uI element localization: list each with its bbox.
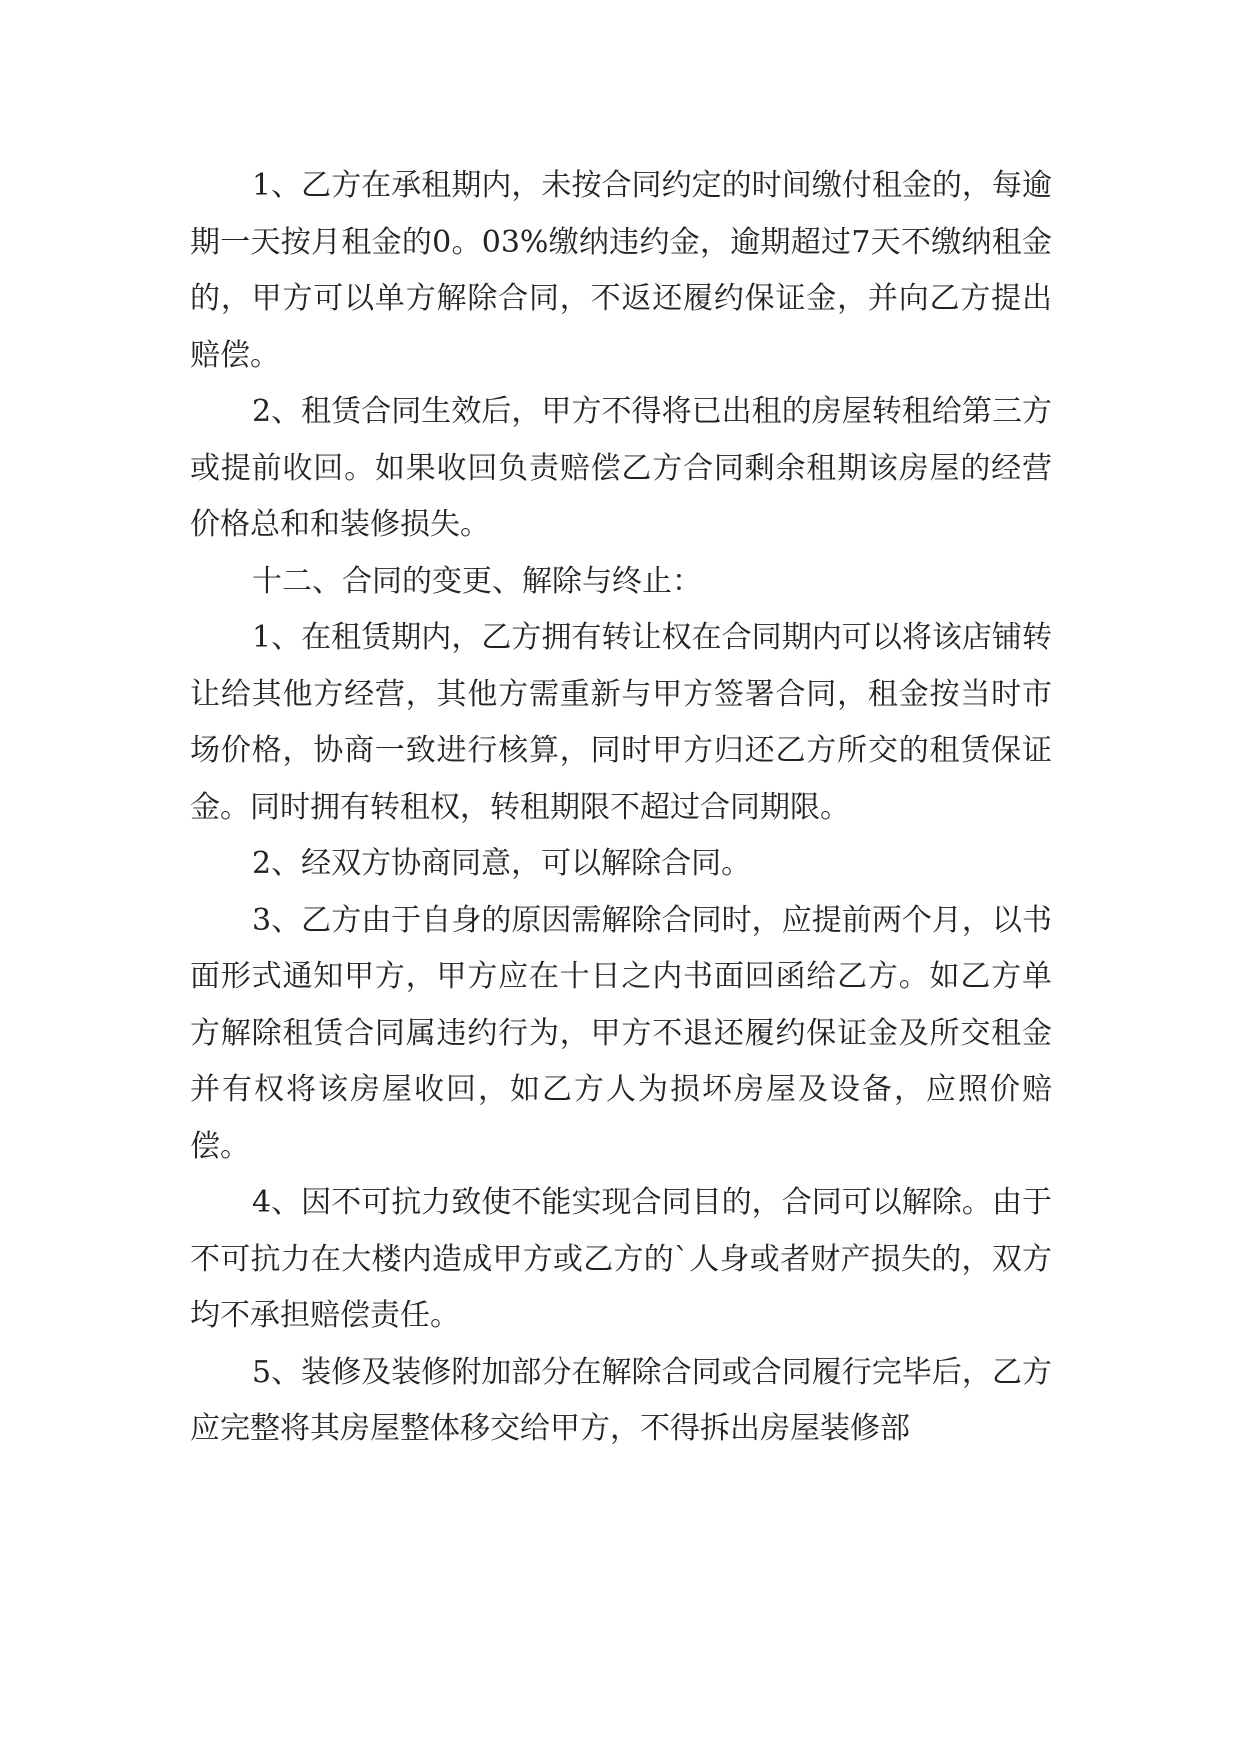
- paragraph-transfer-rights: 1、在租赁期内，乙方拥有转让权在合同期内可以将该店铺转让给其他方经营，其他方需重新与甲方签署合同，租金按当时市场价格，协商一致进行核算，同时甲方归还乙方所交的租赁保证金。同时拥有转租权，转租期限不超过合同期限。: [190, 620, 1052, 825]
- paragraph-late-rent-penalty: 1、乙方在承租期内，未按合同约定的时间缴付租金的，每逾期一天按月租金的0。03%缴纳违约金，逾期超过7天不缴纳租金的，甲方可以单方解除合同，不返还履约保证金，并向乙方提出赔偿。: [190, 168, 1052, 373]
- paragraph-force-majeure: 4、因不可抗力致使不能实现合同目的，合同可以解除。由于不可抗力在大楼内造成甲方或乙方的`人身或者财产损失的，双方均不承担赔偿责任。: [190, 1185, 1052, 1333]
- document-body: [190, 158, 1052, 1458]
- paragraph-lessee-termination: 3、乙方由于自身的原因需解除合同时，应提前两个月，以书面形式通知甲方，甲方应在十日之内书面回函给乙方。如乙方单方解除租赁合同属违约行为，甲方不退还履约保证金及所交租金并有权将该房屋收回，如乙方人为损坏房屋及设备，应照价赔偿。: [190, 902, 1052, 1164]
- paragraph-no-sublet-by-lessor: 2、租赁合同生效后，甲方不得将已出租的房屋转租给第三方或提前收回。如果收回负责赔偿乙方合同剩余租期该房屋的经营价格总和和装修损失。: [190, 394, 1052, 542]
- paragraph-renovation-handover: 5、装修及装修附加部分在解除合同或合同履行完毕后，乙方应完整将其房屋整体移交给甲方，不得拆出房屋装修部: [190, 1354, 1052, 1446]
- paragraph-mutual-termination: 2、经双方协商同意，可以解除合同。: [252, 846, 752, 881]
- section-heading-contract-change: 十二、合同的变更、解除与终止：: [252, 563, 702, 599]
